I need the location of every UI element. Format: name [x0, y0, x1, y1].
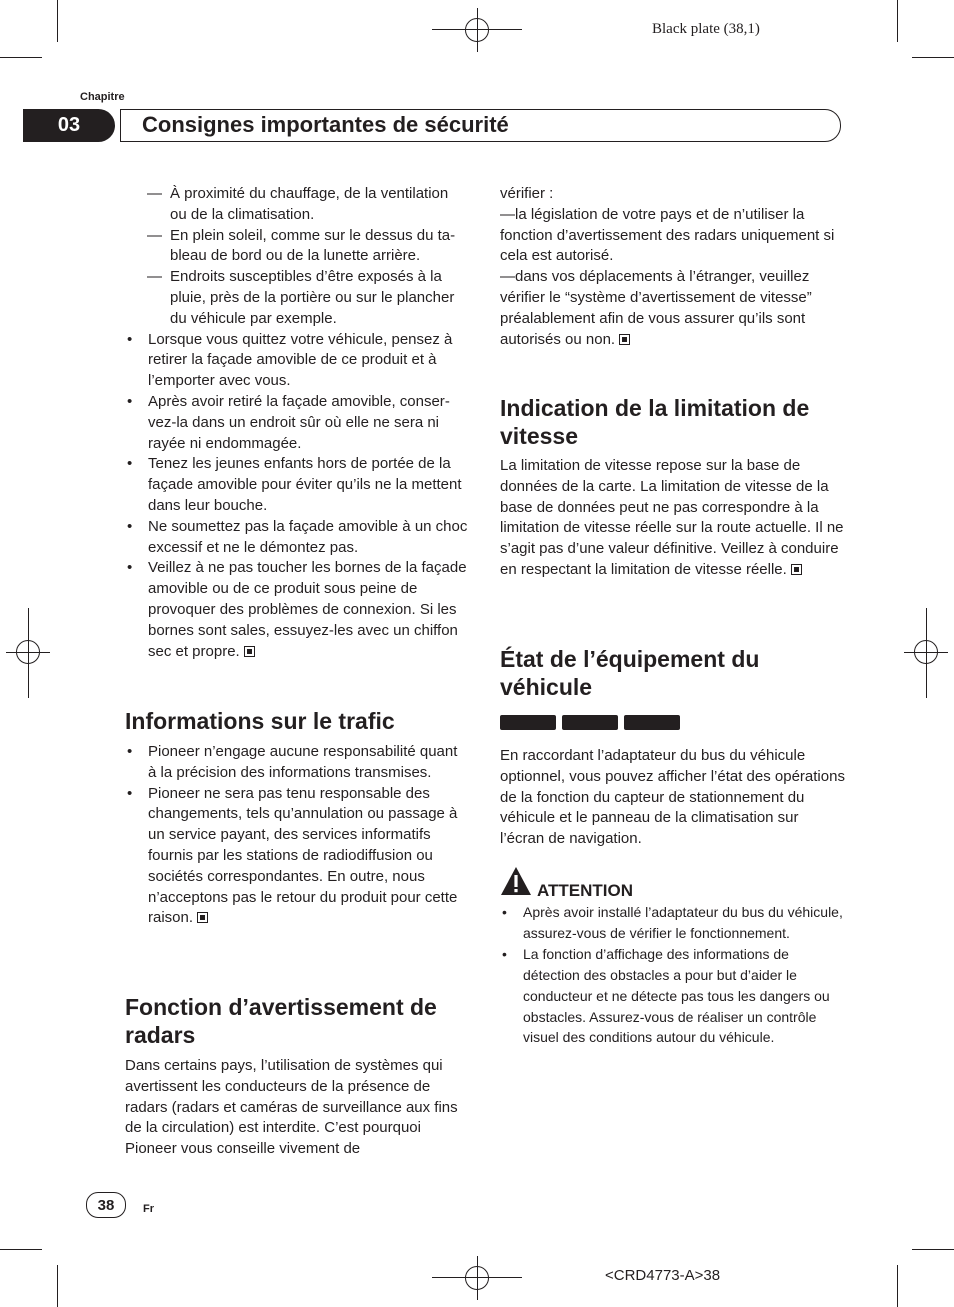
list-item: • Tenez les jeunes enfants hors de portée de la façade amovible pour éviter qu’ils ne la mettent dans leur bouche. — [125, 454, 468, 516]
left-column — [125, 184, 468, 662]
list-item: • Lorsque vous quittez votre véhicule, pensez à retirer la façade amovible de ce produit et à l’emporter avec vous. — [125, 330, 468, 392]
crop-mark — [0, 1249, 42, 1250]
dash-item: — Endroits susceptibles d’être exposés à la pluie, près de la portière ou sur le plancher du véhicule par exemple. — [147, 268, 455, 327]
speed-paragraph — [500, 456, 845, 581]
paragraph: Dans certains pays, l’utilisation de systèmes qui avertissent les conducteurs de la présence de radars (radars et caméras de surveillance aux fins de la circulation) est interdite. C’est pourquoi Pioneer vous conseille vivement de — [125, 1057, 458, 1158]
dash-item: — À proximité du chauffage, de la ventilation ou de la climatisation. — [147, 185, 449, 223]
list-item: • Pioneer n’engage aucune responsabilité quant à la précision des informations transmises. — [125, 742, 468, 784]
radar-heading: Fonction d’avertissement de radars — [125, 994, 437, 1048]
chapter-label: Chapitre — [80, 91, 125, 103]
crop-mark — [897, 0, 898, 42]
model-chip — [624, 715, 680, 730]
chapter-title: Consignes importantes de sécurité — [142, 112, 509, 137]
document-code: <CRD4773-A>38 — [605, 1267, 721, 1284]
vehicle-heading: État de l’équipement du véhicule — [500, 646, 760, 700]
attention-list — [500, 902, 845, 1048]
list-item: • Pioneer ne sera pas tenu responsable des changements, tels qu’annulation ou passage à un service payant, des services informatifs fournis par les stations de radiodiffusion ou sociétés correspondantes. En outre, nous n’acceptons pas le retour du produit pour cette raison. — [125, 784, 468, 930]
plate-label: Black plate (38,1) — [652, 21, 760, 37]
paragraph: La limitation de vitesse repose sur la base de données de la carte. La limitation de vitesse de la base de données peut ne pas correspondre à la limitation de vitesse réelle sur la route actuelle. Il ne s’agit pas d’une valeur définitive. Veillez à conduire en respectant la limitation de vitesse réelle. — [500, 457, 844, 578]
list-item: • La fonction d’affichage des informations de détection des obstacles a pour but d’aider le conducteur et ne détecte pas tous les dangers ou obstacles. Assurez-vous de réaliser un contrôle visuel des conditions autour du véhicule. — [500, 944, 845, 1049]
vehicle-paragraph — [500, 746, 845, 850]
list-item: • Ne soumettez pas la façade amovible à un choc excessif et ne le démontez pas. — [125, 517, 468, 559]
traffic-heading: Informations sur le trafic — [125, 708, 395, 734]
dash-item: — En plein soleil, comme sur le dessus du tableau de bord ou de la lunette arrière. — [147, 226, 456, 265]
page-number: 38 — [86, 1192, 126, 1218]
crop-mark — [57, 0, 58, 42]
language-label: Fr — [143, 1203, 154, 1215]
list-item: • Après avoir retiré la façade amovible, conservez-la dans un endroit sûr où elle ne sera ni rayée ni endommagée. — [125, 392, 468, 454]
paragraph: vérifier : —la législation de votre pays et de n’utiliser la fonction d’avertissement des radars uniquement si cela est autorisé. —dans vos déplacements à l’étranger, veuillez vérifier le “système d’avertissement de vitesse” préalablement afin de vous assurer qu’ils sont autorisés ou non. — [500, 185, 835, 348]
speed-heading: Indication de la limitation de vitesse — [500, 395, 810, 449]
stop-square-icon — [791, 564, 802, 575]
radar-continued — [500, 184, 845, 350]
crop-mark — [912, 57, 954, 58]
attention-label: ATTENTION — [537, 881, 634, 900]
crop-mark — [57, 1265, 58, 1307]
list-item: • Veillez à ne pas toucher les bornes de la façade amovible ou de ce produit sous peine de provoquer des problèmes de connexion. Si les bornes sont sales, essuyez-les avec un chiffon sec et propre. — [125, 558, 468, 662]
stop-square-icon — [619, 334, 630, 345]
model-chip — [500, 715, 556, 730]
list-item: • Après avoir installé l’adaptateur du bus du véhicule, assurez-vous de vérifier le fonctionnement. — [500, 902, 845, 944]
traffic-list — [125, 742, 468, 929]
crop-mark — [897, 1265, 898, 1307]
radar-paragraph — [125, 1056, 468, 1160]
warning-triangle-icon — [500, 866, 532, 896]
model-chip — [562, 715, 618, 730]
paragraph: En raccordant l’adaptateur du bus du véhicule optionnel, vous pouvez afficher l’état des opérations de la fonction du capteur de stationnement du véhicule et le panneau de la climatisation sur l’écran de navigation. — [500, 747, 845, 848]
stop-square-icon — [244, 646, 255, 657]
crop-mark — [0, 57, 42, 58]
crop-mark — [912, 1249, 954, 1250]
chapter-number: 03 — [23, 109, 115, 142]
stop-square-icon — [197, 912, 208, 923]
